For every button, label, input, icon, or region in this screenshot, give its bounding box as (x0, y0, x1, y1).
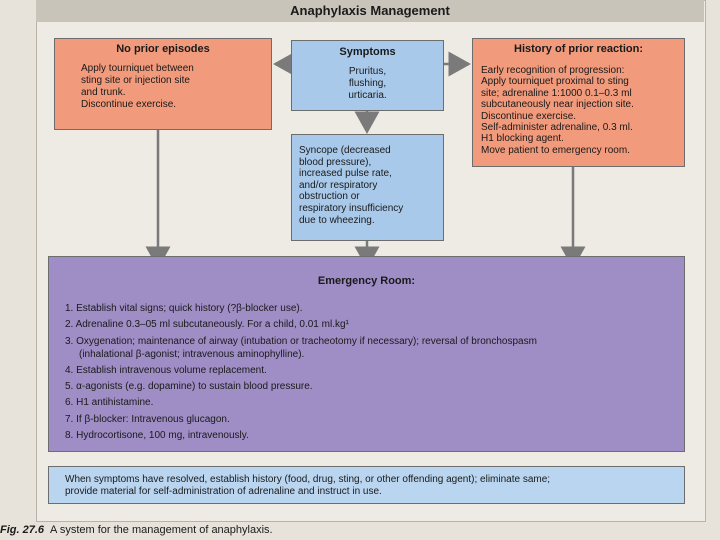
emergency-room-steps (65, 303, 668, 442)
no-prior-heading: No prior episodes (116, 43, 210, 55)
er-step: 5. α-agonists (e.g. dopamine) to sustain blood pressure. (65, 381, 313, 393)
symptom-line: Pruritus, (348, 66, 387, 77)
diagram-title: Anaphylaxis Management (36, 0, 704, 22)
syncope-line: Syncope (decreased (299, 145, 391, 156)
history-prior-reaction-box (472, 38, 685, 167)
no-prior-line: Apply tourniquet between (81, 63, 194, 74)
er-step: 8. Hydrocortisone, 100 mg, intravenously. (65, 430, 249, 442)
symptoms-box (291, 40, 444, 111)
syncope-line: obstruction or (299, 191, 360, 203)
symptom-line: urticaria. (348, 90, 387, 101)
er-step: 6. H1 antihistamine. (65, 397, 154, 409)
history-line: H1 blocking agent. (481, 133, 564, 145)
post-resolution-note-box (48, 466, 685, 504)
final-note-line: When symptoms have resolved, establish history (food, drug, sting, or other offending agent); eliminate same; (65, 474, 551, 485)
no-prior-body (63, 63, 263, 111)
figure-caption-text: A system for the management of anaphylaxis. (50, 524, 273, 536)
history-line: Self-administer adrenaline, 0.3 ml. (481, 122, 633, 134)
history-body (481, 65, 676, 156)
figure-label: Fig. 27.6 (0, 524, 45, 536)
syncope-line: increased pulse rate, (299, 168, 392, 180)
symptoms-heading: Symptoms (339, 46, 396, 58)
er-step: 3. Oxygenation; maintenance of airway (intubation or tracheotomy if necessary); reversal of bronchospasm (65, 335, 537, 347)
er-step-continuation: (inhalational β-agonist; intravenous aminophylline). (79, 348, 305, 360)
syncope-line: due to wheezing. (299, 214, 375, 226)
figure-caption (0, 524, 720, 536)
no-prior-line: sting site or injection site (81, 75, 190, 86)
syncope-line: blood pressure), (299, 156, 372, 168)
no-prior-episodes-box (54, 38, 272, 130)
history-line: Apply tourniquet proximal to sting (481, 76, 629, 88)
history-line: Discontinue exercise. (481, 110, 577, 122)
emergency-room-box (48, 256, 685, 452)
history-line: Move patient to emergency room. (481, 144, 630, 156)
er-step: 7. If β-blocker: Intravenous glucagon. (65, 413, 230, 425)
symptoms-body (298, 66, 437, 102)
no-prior-line: and trunk. (81, 87, 126, 98)
syncope-box (291, 134, 444, 241)
final-note-line: provide material for self-administration of adrenaline and instruct in use. (65, 486, 382, 497)
er-step: 2. Adrenaline 0.3–05 ml subcutaneously. For a child, 0.01 ml.kg¹ (65, 319, 349, 331)
syncope-line: respiratory insufficiency (299, 202, 404, 214)
er-step: 4. Establish intravenous volume replacement. (65, 364, 267, 376)
emergency-room-heading: Emergency Room: (317, 275, 416, 287)
history-line: site; adrenaline 1:1000 0.1–0.3 ml (481, 87, 632, 99)
er-step: 1. Establish vital signs; quick history (?β-blocker use). (65, 303, 303, 314)
history-heading: History of prior reaction: (514, 43, 643, 55)
history-line: Early recognition of progression: (481, 65, 625, 76)
syncope-line: and/or respiratory (299, 179, 378, 191)
history-line: subcutaneously near injection site. (481, 99, 634, 111)
symptom-line: flushing, (348, 78, 387, 89)
no-prior-line: Discontinue exercise. (81, 99, 177, 110)
